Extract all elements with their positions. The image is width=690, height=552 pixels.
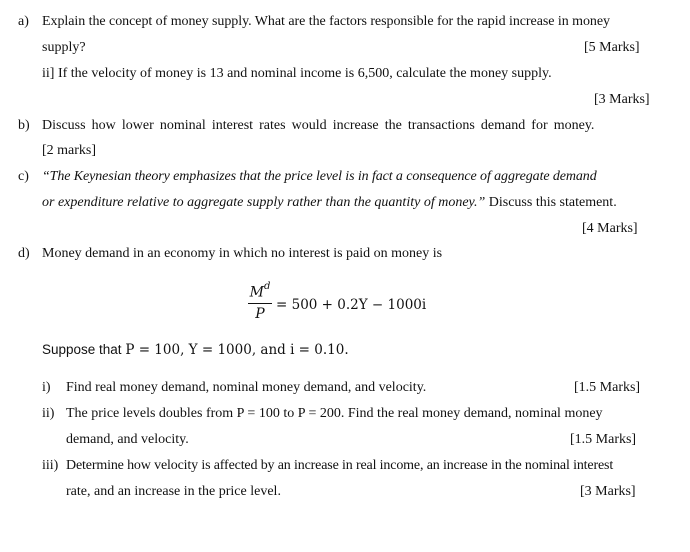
sub-iii-label: iii) — [42, 458, 59, 473]
sub-ii-marks: [1.5 Marks] — [570, 432, 637, 447]
sub-ii-line1: The price levels doubles from P = 100 to P = 200. Find the real money demand, nominal money — [66, 406, 603, 421]
suppose-values: P = 100, Y = 1000, and i = 0.10. — [125, 342, 349, 358]
question-d-label: d) — [18, 246, 30, 261]
sub-i-text: Find real money demand, nominal money demand, and velocity. — [66, 380, 427, 395]
sub-ii-label: ii) — [42, 406, 55, 421]
question-b-label: b) — [18, 118, 30, 133]
question-b-line1: Discuss how lower nominal interest rates would increase the transactions demand for money. — [42, 118, 595, 133]
question-c-quote-line1: “The Keynesian theory emphasizes that the price level is in fact a consequence of aggregate demand — [42, 169, 597, 184]
eq-numerator-symbol: M — [249, 284, 264, 301]
question-a-ii: ii] If the velocity of money is 13 and nominal income is 6,500, calculate the money supply. — [42, 66, 552, 81]
eq-numerator-superscript: d — [263, 281, 271, 292]
question-a-ii-marks: [3 Marks] — [594, 92, 650, 107]
question-a-line1: Explain the concept of money supply. What are the factors responsible for the rapid increase in money — [42, 14, 610, 29]
money-demand-fraction — [248, 283, 272, 322]
sub-ii-line2: demand, and velocity. — [66, 432, 189, 447]
question-b-marks: [2 marks] — [42, 143, 97, 158]
sub-iii-line2: rate, and an increase in the price level. — [66, 484, 281, 499]
equation-rhs: = 500 + 0.2Y − 1000i — [276, 297, 427, 313]
suppose-prefix: Suppose that — [42, 342, 126, 357]
question-c-tail: Discuss this statement. — [485, 195, 617, 210]
question-a-line2: supply? — [42, 40, 86, 55]
fraction-bar — [248, 303, 272, 304]
question-a-marks: [5 Marks] — [584, 40, 640, 55]
question-c-quote-line2: or expenditure relative to aggregate supply rather than the quantity of money.” — [42, 195, 486, 210]
question-c-line2 — [42, 195, 617, 211]
sub-i-marks: [1.5 Marks] — [574, 380, 641, 395]
fraction-numerator — [248, 283, 272, 301]
sub-i-label: i) — [42, 380, 51, 395]
question-d-intro: Money demand in an economy in which no interest is paid on money is — [42, 246, 443, 261]
sub-iii-line1: Determine how velocity is affected by an increase in real income, an increase in the nominal interest — [66, 458, 614, 473]
suppose-line — [42, 342, 349, 359]
sub-iii-marks: [3 Marks] — [580, 484, 636, 499]
question-a-label: a) — [18, 14, 29, 29]
fraction-denominator: P — [255, 305, 265, 322]
question-c-marks: [4 Marks] — [582, 221, 638, 236]
question-c-label: c) — [18, 169, 29, 184]
